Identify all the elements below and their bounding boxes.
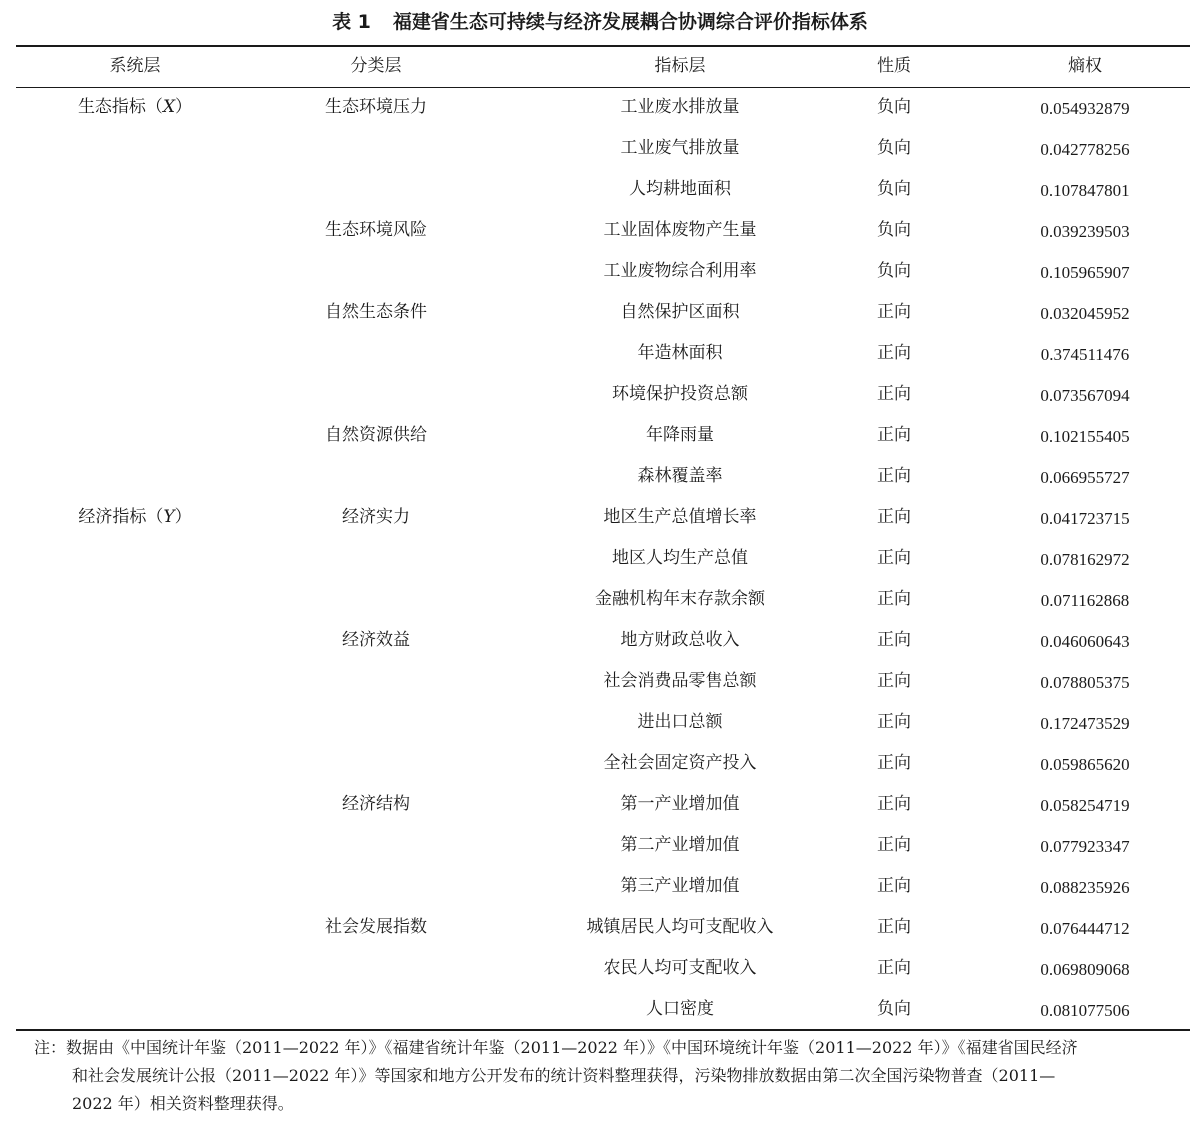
weight-cell: 0.107847801: [1040, 181, 1130, 200]
header-weight: 熵权: [1068, 56, 1102, 76]
nature-cell: 正向: [877, 794, 911, 814]
indicator-cell: 地区生产总值增长率: [603, 507, 757, 527]
note-line-2: 和社会发展统计公报（2011—2022 年）》等国家和地方公开发布的统计资料整理获得，污染物排放数据由第二次全国污染物普查（2011—: [72, 1066, 1056, 1085]
nature-cell: 正向: [877, 917, 911, 937]
indicator-cell: 工业废水排放量: [620, 97, 740, 117]
table-note: [34, 1034, 1192, 1118]
indicator-cell: 全社会固定资产投入: [603, 753, 757, 773]
category-cell: 自然生态条件: [325, 302, 427, 322]
category-cell: 社会发展指数: [325, 917, 427, 937]
nature-cell: 负向: [877, 999, 911, 1019]
nature-cell: 正向: [877, 507, 911, 527]
category-cell: 自然资源供给: [325, 425, 427, 445]
weight-cell: 0.102155405: [1040, 427, 1130, 446]
nature-cell: 正向: [877, 384, 911, 404]
weight-cell: 0.032045952: [1040, 304, 1130, 323]
indicator-cell: 地方财政总收入: [620, 630, 740, 650]
header-category: 分类层: [350, 56, 402, 76]
weight-cell: 0.071162868: [1040, 591, 1130, 610]
header-rule: [16, 87, 1190, 88]
note-line-1: 注：数据由《中国统计年鉴（2011—2022 年）》《福建省统计年鉴（2011—2022 年）》《中国环境统计年鉴（2011—2022 年）》《福建省国民经济: [34, 1038, 1078, 1057]
bottom-rule: [16, 1029, 1190, 1031]
category-cell: 经济效益: [342, 630, 410, 650]
nature-cell: 正向: [877, 712, 911, 732]
system-variable: Y: [163, 507, 175, 527]
system-variable: X: [162, 97, 176, 117]
system-cell: [40, 95, 230, 119]
top-rule: [16, 45, 1190, 47]
indicator-cell: 城镇居民人均可支配收入: [586, 917, 774, 937]
weight-cell: 0.059865620: [1040, 755, 1130, 774]
weight-cell: 0.077923347: [1040, 837, 1130, 856]
indicator-cell: 人口密度: [646, 999, 714, 1019]
indicator-cell: 农民人均可支配收入: [603, 958, 757, 978]
indicator-cell: 金融机构年末存款余额: [595, 589, 765, 609]
weight-cell: 0.039239503: [1040, 222, 1130, 241]
nature-cell: 正向: [877, 548, 911, 568]
indicator-cell: 进出口总额: [637, 712, 723, 732]
nature-cell: 正向: [877, 466, 911, 486]
indicator-cell: 地区人均生产总值: [612, 548, 748, 568]
indicator-cell: 工业废气排放量: [620, 138, 740, 158]
system-cell: [40, 505, 230, 529]
nature-cell: 负向: [877, 179, 911, 199]
weight-cell: 0.066955727: [1040, 468, 1130, 487]
table-title: [0, 8, 1200, 36]
nature-cell: 正向: [877, 630, 911, 650]
indicator-cell: 第二产业增加值: [620, 835, 740, 855]
indicator-cell: 环境保护投资总额: [612, 384, 748, 404]
table-title-text: 福建省生态可持续与经济发展耦合协调综合评价指标体系: [392, 11, 868, 33]
nature-cell: 正向: [877, 876, 911, 896]
category-cell: 经济结构: [342, 794, 410, 814]
nature-cell: 正向: [877, 671, 911, 691]
weight-cell: 0.088235926: [1040, 878, 1130, 897]
indicator-cell: 第三产业增加值: [620, 876, 740, 896]
nature-cell: 正向: [877, 958, 911, 978]
indicator-cell: 第一产业增加值: [620, 794, 740, 814]
indicator-cell: 年降雨量: [646, 425, 714, 445]
nature-cell: 正向: [877, 753, 911, 773]
weight-cell: 0.054932879: [1040, 99, 1130, 118]
header-nature: 性质: [877, 56, 911, 76]
header-system: 系统层: [109, 56, 161, 76]
category-cell: 生态环境风险: [325, 220, 427, 240]
weight-cell: 0.374511476: [1040, 345, 1130, 364]
indicator-cell: 人均耕地面积: [629, 179, 731, 199]
nature-cell: 正向: [877, 343, 911, 363]
table-number: 表 1: [332, 11, 371, 33]
weight-cell: 0.076444712: [1040, 919, 1130, 938]
system-label-close: ）: [174, 507, 192, 527]
weight-cell: 0.046060643: [1040, 632, 1130, 651]
indicator-cell: 森林覆盖率: [637, 466, 723, 486]
weight-cell: 0.042778256: [1040, 140, 1130, 159]
nature-cell: 负向: [877, 261, 911, 281]
nature-cell: 正向: [877, 425, 911, 445]
weight-cell: 0.058254719: [1040, 796, 1130, 815]
nature-cell: 正向: [877, 835, 911, 855]
indicator-cell: 社会消费品零售总额: [603, 671, 757, 691]
nature-cell: 负向: [877, 97, 911, 117]
category-cell: 生态环境压力: [325, 97, 427, 117]
header-indicator: 指标层: [654, 56, 706, 76]
indicator-cell: 自然保护区面积: [620, 302, 740, 322]
indicator-cell: 工业废物综合利用率: [603, 261, 757, 281]
weight-cell: 0.041723715: [1040, 509, 1130, 528]
system-label: 经济指标（: [78, 507, 164, 527]
nature-cell: 正向: [877, 589, 911, 609]
category-cell: 经济实力: [342, 507, 410, 527]
indicator-cell: 工业固体废物产生量: [603, 220, 757, 240]
nature-cell: 负向: [877, 220, 911, 240]
system-label-close: ）: [175, 97, 193, 117]
indicator-cell: 年造林面积: [637, 343, 723, 363]
weight-cell: 0.078805375: [1040, 673, 1130, 692]
weight-cell: 0.081077506: [1040, 1001, 1130, 1020]
weight-cell: 0.073567094: [1040, 386, 1130, 405]
weight-cell: 0.078162972: [1040, 550, 1130, 569]
nature-cell: 正向: [877, 302, 911, 322]
weight-cell: 0.069809068: [1040, 960, 1130, 979]
system-label: 生态指标（: [77, 97, 163, 117]
weight-cell: 0.105965907: [1040, 263, 1130, 282]
nature-cell: 负向: [877, 138, 911, 158]
note-line-3: 2022 年）相关资料整理获得。: [72, 1094, 294, 1113]
weight-cell: 0.172473529: [1040, 714, 1130, 733]
